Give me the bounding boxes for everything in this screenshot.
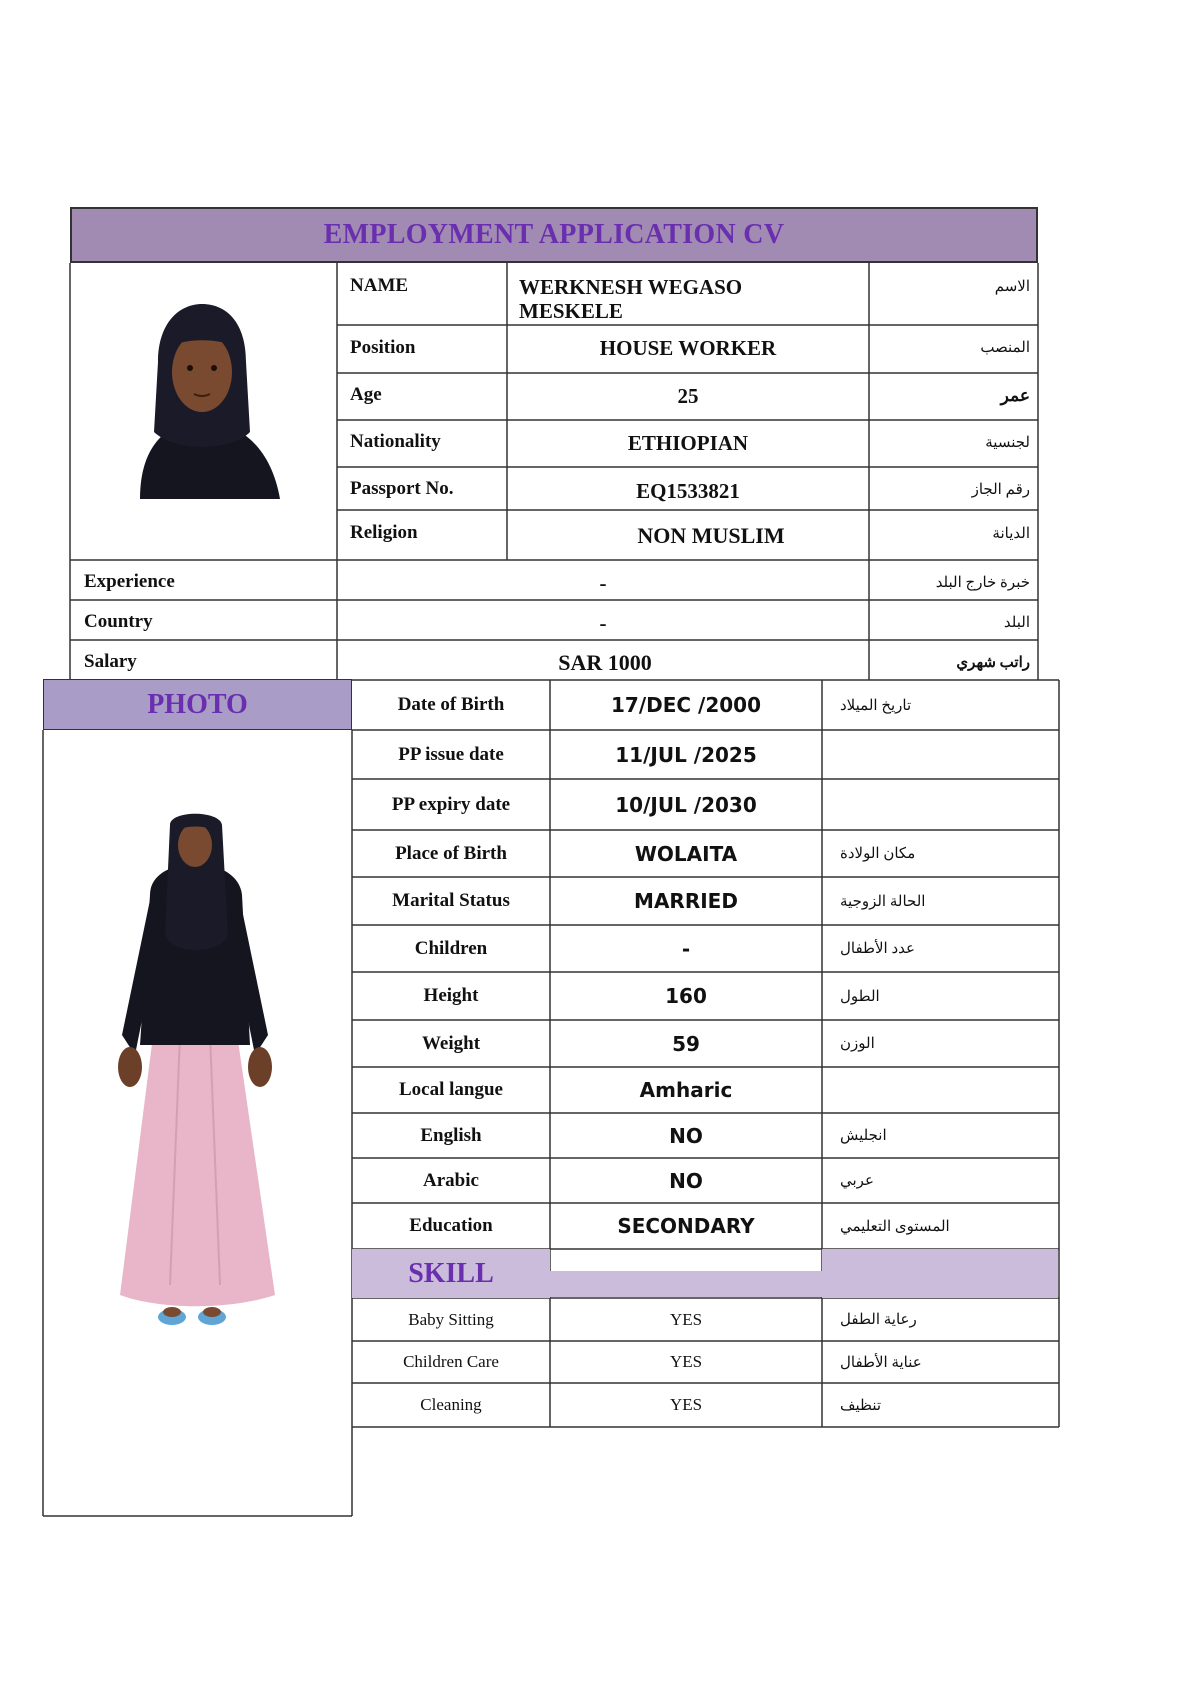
detail-ar: المستوى التعليمي xyxy=(840,1218,950,1235)
experience-label: Experience xyxy=(84,571,175,592)
detail-label: Place of Birth xyxy=(395,842,507,864)
age-value: 25 xyxy=(677,384,699,408)
passport-label: Passport No. xyxy=(350,478,454,499)
detail-ar: تاريخ الميلاد xyxy=(840,697,912,714)
detail-value: 59 xyxy=(672,1031,700,1056)
salary-label: Salary xyxy=(84,651,137,672)
religion-ar: الديانة xyxy=(992,526,1030,542)
detail-label: Children xyxy=(414,937,488,959)
age-label: Age xyxy=(350,384,382,405)
skill-ar-cell: تنظيف xyxy=(840,1397,882,1414)
detail-value: Amharic xyxy=(639,1078,733,1102)
detail-label: Education xyxy=(409,1215,493,1236)
skill-ar-cell: رعاية الطفل xyxy=(840,1312,917,1328)
detail-value: 11/JUL /2025 xyxy=(615,742,757,767)
detail-label: Date of Birth xyxy=(397,694,505,715)
skill-value-cell: YES xyxy=(669,1352,703,1371)
detail-label: Arabic xyxy=(423,1169,479,1191)
skill-label-cell: Baby Sitting xyxy=(408,1309,494,1329)
passport-value: EQ1533821 xyxy=(636,479,740,503)
country-value: - xyxy=(599,611,607,635)
detail-ar: الطول xyxy=(840,988,880,1005)
religion-value: NON MUSLIM xyxy=(637,523,785,548)
detail-value: WOLAITA xyxy=(634,841,738,866)
detail-label: Height xyxy=(423,985,479,1006)
detail-value: NO xyxy=(669,1168,703,1193)
skill-section-header xyxy=(352,1249,550,1298)
skill-label-cell: Children Care xyxy=(403,1352,499,1371)
skill-value-cell: YES xyxy=(669,1395,703,1414)
skill-header-fill xyxy=(550,1271,822,1297)
name-label: NAME xyxy=(350,275,409,296)
country-label: Country xyxy=(84,611,153,632)
nationality-label: Nationality xyxy=(350,431,441,452)
age-ar: عمر xyxy=(1000,386,1030,405)
position-label: Position xyxy=(350,337,416,358)
salary-value: SAR 1000 xyxy=(558,650,652,675)
name-value: WERKNESH WEGASO MESKELE xyxy=(519,275,743,323)
salary-ar: راتب شهري xyxy=(956,655,1030,671)
detail-ar xyxy=(840,1067,1020,1113)
detail-label: PP issue date xyxy=(398,743,504,765)
detail-ar: عربي xyxy=(840,1173,874,1189)
passport-ar: رقم الجاز xyxy=(971,482,1030,498)
detail-ar: عدد الأطفال xyxy=(840,941,915,957)
portrait-photo xyxy=(110,302,295,499)
detail-ar: الحالة الزوجية xyxy=(840,893,926,910)
detail-ar: مكان الولادة xyxy=(840,846,916,862)
detail-ar xyxy=(840,730,1020,779)
skill-value-cell: YES xyxy=(669,1309,703,1329)
religion-label: Religion xyxy=(350,522,418,543)
full-body-photo xyxy=(110,805,280,1335)
detail-value: - xyxy=(681,936,691,961)
country-ar: البلد xyxy=(1003,615,1030,631)
document-title: EMPLOYMENT APPLICATION CV xyxy=(323,219,785,250)
position-ar: المنصب xyxy=(980,340,1030,356)
position-value: HOUSE WORKER xyxy=(599,336,777,360)
experience-ar: خبرة خارج البلد xyxy=(935,575,1030,591)
detail-label: English xyxy=(420,1124,482,1146)
detail-value: 17/DEC /2000 xyxy=(610,693,761,717)
detail-value: 10/JUL /2030 xyxy=(615,792,757,817)
photo-section-header xyxy=(43,679,352,730)
experience-value: - xyxy=(599,571,607,595)
skill-label-cell: Cleaning xyxy=(420,1395,482,1414)
detail-value: SECONDARY xyxy=(617,1214,755,1238)
detail-value: MARRIED xyxy=(634,889,738,913)
detail-label: PP expiry date xyxy=(391,793,511,815)
detail-ar: الوزن xyxy=(840,1036,875,1052)
photo-label: PHOTO xyxy=(147,688,248,720)
document-title-band xyxy=(70,207,1038,263)
detail-label: Marital Status xyxy=(392,890,510,911)
skill-header-fill-right xyxy=(822,1249,1058,1298)
detail-value: 160 xyxy=(665,984,707,1008)
skill-ar-cell: عناية الأطفال xyxy=(840,1354,922,1371)
detail-label: Local langue xyxy=(399,1079,503,1100)
detail-value: NO xyxy=(669,1123,703,1148)
skill-label: SKILL xyxy=(408,1257,494,1289)
nationality-value: ETHIOPIAN xyxy=(627,431,749,455)
name-ar: الاسم xyxy=(994,279,1030,295)
detail-label: Weight xyxy=(421,1032,481,1054)
detail-ar xyxy=(840,779,1020,830)
nationality-ar: لجنسية xyxy=(985,435,1030,451)
detail-ar: انجليش xyxy=(840,1128,887,1144)
